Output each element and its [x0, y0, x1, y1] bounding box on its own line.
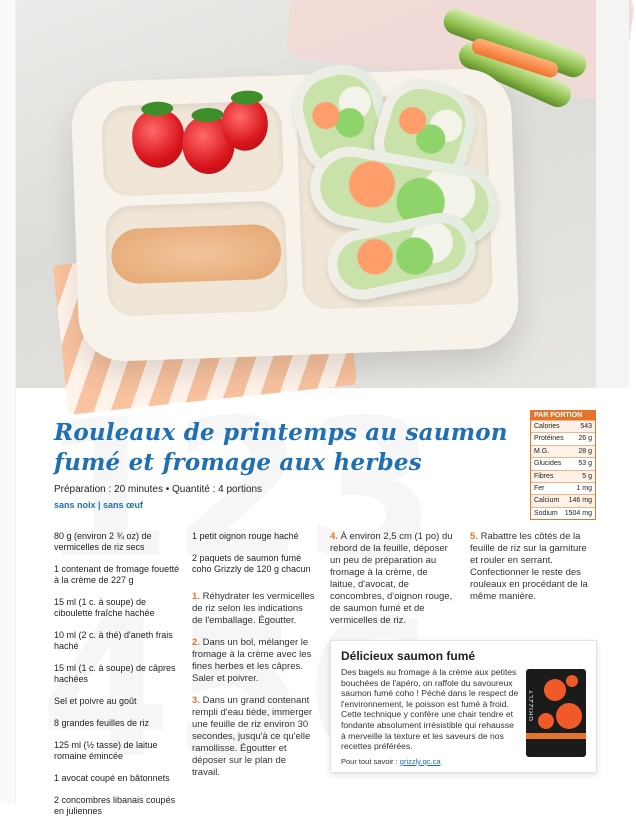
- ingredient-item: 10 ml (2 c. à thé) d'aneth frais haché: [54, 630, 173, 651]
- nutrition-row: Sodium 1504 mg: [531, 507, 595, 519]
- nutrition-table: [530, 410, 596, 520]
- nutrition-row: Fibres 5 g: [531, 470, 595, 482]
- sidebar-text: Des bagels au fromage à la crème aux petites bouchées de l'apéro, on raffole du savoureux saumon fumé coho ! Péché dans le respect de l'environnement, le poisson est fumé à froid. Cette technique y confère une chair tendre et fondante absolument irrésistible qui rehausse à merveille la texture et les saveurs de nos recettes préférées.: [341, 667, 519, 752]
- nutrition-row: M.G. 28 g: [531, 445, 595, 457]
- diet-tags: sans noix | sans œuf: [54, 500, 144, 510]
- nutrition-row: Protéines 26 g: [531, 432, 595, 444]
- ingredient-item: 15 ml (1 c. à soupe) de ciboulette fraîche hachée: [54, 597, 155, 618]
- ingredient-item: Sel et poivre au goût: [54, 696, 137, 706]
- page-margin-strip: [0, 0, 16, 803]
- nutrition-row: Fer 1 mg: [531, 482, 595, 494]
- recipe-title: Rouleaux de printemps au saumon fumé et fromage aux herbes: [54, 419, 508, 476]
- ingredient-item: 125 ml (½ tasse) de laitue romaine émincée: [54, 740, 158, 761]
- ingredient-item: 8 grandes feuilles de riz: [54, 718, 150, 728]
- step-5: 5. Rabattre les côtés de la feuille de riz sur la garniture et rouler en serrant. Confectionner le reste des rouleaux en procédant de la même manière.: [470, 531, 588, 602]
- ingredients-list-continued: [192, 531, 312, 586]
- ingredient-item: 1 petit oignon rouge haché: [192, 531, 299, 541]
- sidebar-title: Délicieux saumon fumé: [341, 649, 476, 663]
- ingredient-item: 2 paquets de saumon fumé coho Grizzly de 120 g chacun: [192, 553, 311, 574]
- nutrition-row: Glucides 53 g: [531, 457, 595, 469]
- product-sidebar: [330, 640, 597, 773]
- recipe-photo: [0, 0, 629, 388]
- lunch-box: [70, 67, 520, 362]
- nutrition-row: Calories 543: [531, 420, 595, 432]
- recipe-meta: Préparation : 20 minutes • Quantité : 4 portions: [54, 484, 263, 495]
- salmon-package-image: [526, 669, 586, 757]
- dip-sauce: [110, 224, 282, 285]
- ingredient-item: 1 contenant de fromage fouetté à la crème de 227 g: [54, 564, 180, 585]
- method-steps: [192, 591, 316, 789]
- sidebar-link-line: Pour tout savoir : grizzly.qc.ca: [341, 757, 441, 766]
- package-brand: GRIZZLY: [529, 689, 535, 721]
- nutrition-header: PAR PORTION: [531, 411, 595, 420]
- step-3: 3. Dans un grand contenant rempli d'eau tiède, immerger une feuille de riz environ 30 secondes, jusqu'à ce qu'elle ramollisse. Égoutter et déposer sur le plan de travail.: [192, 695, 313, 778]
- ingredient-item: 15 ml (1 c. à soupe) de câpres hachées: [54, 663, 176, 684]
- ingredient-item: 2 concombres libanais coupés en juliennes: [54, 795, 176, 816]
- photo-edge: [596, 0, 629, 388]
- step-2: 2. Dans un bol, mélanger le fromage à la crème avec les fines herbes et les câpres. Saler et poivrer.: [192, 637, 312, 684]
- step-1: 1. Réhydrater les vermicelles de riz selon les indications de l'emballage. Égoutter.: [192, 591, 315, 626]
- nutrition-row: Calcium 146 mg: [531, 494, 595, 506]
- ingredient-item: 80 g (environ 2 ¾ oz) de vermicelles de riz secs: [54, 531, 152, 552]
- website-link[interactable]: grizzly.qc.ca: [399, 757, 441, 766]
- ingredients-list: [54, 531, 184, 828]
- ingredient-item: 1 avocat coupé en bâtonnets: [54, 773, 170, 783]
- step-4: 4. À environ 2,5 cm (1 po) du rebord de la feuille, déposer un peu de préparation au fromage à la crème, de laitue, d'avocat, de concombres, d'oignon rouge, de saumon fumé et de vermicelles de riz.: [330, 531, 453, 626]
